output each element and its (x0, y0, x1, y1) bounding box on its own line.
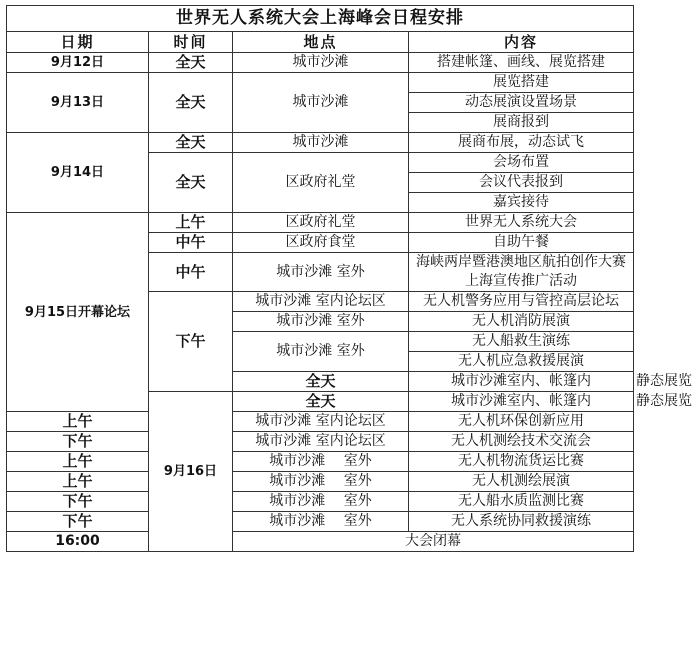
place-cell: 城市沙滩 室内论坛区 (233, 432, 409, 452)
time-cell: 下午 (7, 432, 149, 452)
content-cell: 无人船水质监测比赛 (409, 492, 634, 512)
place-cell: 城市沙滩 室外 (233, 452, 409, 472)
content-cell: 展览搭建 (409, 73, 634, 93)
place-cell: 城市沙滩 室外 (233, 512, 409, 532)
content-cell: 动态展演设置场景 (409, 93, 634, 113)
content-cell: 无人机环保创新应用 (409, 412, 634, 432)
closing-cell: 大会闭幕 (233, 532, 634, 552)
content-cell: 会议代表报到 (409, 173, 634, 193)
table-row (7, 492, 634, 512)
place-cell: 城市沙滩 室外 (233, 492, 409, 512)
place-cell: 区政府食堂 (233, 233, 409, 253)
place-cell: 城市沙滩 (233, 73, 409, 133)
content-cell: 海峡两岸暨港澳地区航拍创作大赛上海宣传推广活动 (409, 253, 634, 292)
place-cell: 城市沙滩 (233, 133, 409, 153)
place-cell: 城市沙滩室内、帐篷内 (409, 392, 634, 412)
content-cell: 嘉宾接待 (409, 193, 634, 213)
header-place: 地点 (233, 32, 409, 53)
header-row (7, 32, 634, 53)
schedule-table (6, 5, 692, 552)
table-title: 世界无人系统大会上海峰会日程安排 (7, 6, 634, 32)
table-row (7, 133, 634, 153)
content-cell: 无人机物流货运比赛 (409, 452, 634, 472)
place-cell: 区政府礼堂 (233, 153, 409, 213)
content-cell: 搭建帐篷、画线、展览搭建 (409, 53, 634, 73)
place-cell: 城市沙滩 室外 (233, 312, 409, 332)
time-cell: 上午 (7, 412, 149, 432)
time-cell: 中午 (149, 253, 233, 292)
table-row (7, 532, 634, 552)
time-cell: 下午 (7, 512, 149, 532)
content-cell: 无人机测绘展演 (409, 472, 634, 492)
time-cell: 下午 (7, 492, 149, 512)
time-cell: 下午 (149, 292, 233, 392)
time-cell: 全天 (233, 392, 409, 412)
content-cell: 无人机警务应用与管控高层论坛 (409, 292, 634, 312)
place-cell: 区政府礼堂 (233, 213, 409, 233)
header-time: 时间 (149, 32, 233, 53)
schedule-document (6, 5, 692, 552)
date-cell: 9月12日 (7, 53, 149, 73)
date-cell: 9月13日 (7, 73, 149, 133)
time-cell: 中午 (149, 233, 233, 253)
content-cell: 无人机应急救援展演 (409, 352, 634, 372)
content-cell: 自助午餐 (409, 233, 634, 253)
time-cell: 全天 (149, 73, 233, 133)
table-row: 全天 城市沙滩室内、帐篷内 静态展览 (7, 372, 634, 392)
header-content: 内容 (409, 32, 634, 53)
title-row (7, 6, 634, 32)
date-cell: 9月14日 (7, 133, 149, 213)
time-cell: 上午 (7, 452, 149, 472)
date-cell: 9月16日 (149, 392, 233, 552)
place-cell: 城市沙滩 室内论坛区 (233, 412, 409, 432)
content-cell: 无人机消防展演 (409, 312, 634, 332)
content-cell: 世界无人系统大会 (409, 213, 634, 233)
content-cell: 展商布展，动态试飞 (409, 133, 634, 153)
table-row (7, 452, 634, 472)
time-cell: 全天 (149, 133, 233, 153)
closing-time-cell: 16:00 (7, 532, 149, 552)
time-cell: 上午 (7, 472, 149, 492)
place-cell: 城市沙滩 室外 (233, 332, 409, 372)
table-row: 9月16日 全天 城市沙滩室内、帐篷内 静态展览 (7, 392, 634, 412)
time-cell: 全天 (149, 153, 233, 213)
place-cell: 城市沙滩 室外 (233, 472, 409, 492)
table-row (7, 213, 634, 233)
place-cell: 城市沙滩室内、帐篷内 (409, 372, 634, 392)
place-cell: 城市沙滩 室外 (233, 253, 409, 292)
content-cell: 无人系统协同救援演练 (409, 512, 634, 532)
place-cell: 城市沙滩 (233, 53, 409, 73)
table-row (7, 73, 634, 93)
content-cell: 无人船救生演练 (409, 332, 634, 352)
table-row (7, 472, 634, 492)
place-cell: 城市沙滩 室内论坛区 (233, 292, 409, 312)
table-row (7, 412, 634, 432)
content-cell: 展商报到 (409, 113, 634, 133)
time-cell: 全天 (149, 53, 233, 73)
date-cell: 9月15日开幕论坛 (7, 213, 149, 412)
time-cell: 全天 (233, 372, 409, 392)
time-cell: 上午 (149, 213, 233, 233)
content-cell: 无人机测绘技术交流会 (409, 432, 634, 452)
header-date: 日期 (7, 32, 149, 53)
table-row (7, 53, 634, 73)
content-cell: 会场布置 (409, 153, 634, 173)
